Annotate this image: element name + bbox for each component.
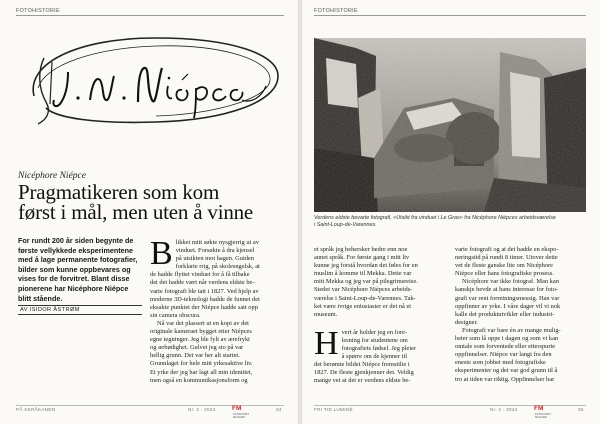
- body-line: grafi var rent forretningsmessig. Han var: [455, 294, 560, 302]
- body-line: mitt Mekka og jeg var på pilegrimsreise.: [314, 278, 418, 286]
- body-line: eneste som jobbet med fotografiske: [455, 359, 546, 367]
- dropcap-letter: B: [150, 235, 173, 272]
- lead-line: med å lage permanente fotografier,: [18, 255, 138, 265]
- body-line: neringstid på rundt 8 timer. Utover dette: [455, 254, 558, 262]
- headline-line: først i mål, men uten å vinne: [18, 200, 254, 224]
- body-line: omtale som forventede eller etterspurte: [455, 343, 556, 351]
- article-headline: [18, 182, 288, 222]
- body-line: annet språk. For første gang i mitt liv: [314, 254, 410, 262]
- body-line: 1827. De fleste gjenkjenner det. Veldig: [314, 369, 414, 377]
- body-line: likket mitt søkte nysgjerrig ut av: [175, 239, 259, 246]
- body-line: muslim å komme til Mekka. Dette var: [314, 270, 412, 278]
- body-line: museum.: [314, 310, 338, 318]
- page-number: 34: [276, 407, 282, 412]
- headline-line: Pragmatikeren som kom: [18, 180, 220, 204]
- body-line: oppfinner av yrke. I våre dager vil vi nok: [455, 302, 561, 310]
- section-rule: [314, 15, 586, 16]
- body-line: lesning for studentene om: [341, 336, 408, 344]
- lead-line: bilder som kunne oppbevares og: [18, 264, 131, 274]
- body-line: sin camera obscura.: [150, 311, 201, 319]
- page-gutter: [298, 0, 302, 424]
- body-line: mange vet at det er verdens eldste be-: [314, 377, 411, 385]
- body-line: vert år holder jeg en fore-: [341, 328, 408, 336]
- dropcap-letter: H: [314, 324, 339, 362]
- fm-logo: [534, 405, 562, 419]
- caption-line: i Saint-Loup-de-Varennes.: [314, 221, 377, 228]
- historic-photograph: [314, 38, 586, 212]
- body-line: Nå var det plassert ut en kopi av det: [157, 319, 249, 327]
- dropcap-paragraph: [150, 235, 286, 272]
- body-line: varte fotografi ble tatt i 1827. Ved hjelp av: [150, 287, 259, 295]
- body-line: Et yrke der jeg har lagt all min identitet,: [150, 368, 253, 376]
- body-line: de hadde flyttet vinduet for å få tilbake: [150, 271, 250, 279]
- section-tag: FOTOHISTORIE: [314, 8, 358, 14]
- body-line: Stedet var Nicéphore Niépces arbeids-: [314, 286, 413, 294]
- body-line: å spørre om de kjenner til: [341, 353, 408, 361]
- lead-line: vises for de forvitret. Blant disse: [18, 274, 130, 284]
- body-line: kanskje hevde at hans interesse for foto-: [455, 286, 558, 294]
- article-kicker: Nicéphore Niépce: [18, 171, 86, 181]
- fm-logo-mark: FM: [232, 405, 242, 412]
- body-line: Nicéphore var ikke fotograf. Man kan: [462, 278, 559, 286]
- fm-logo-text: FOTOKUNST MAGASIN: [535, 412, 551, 419]
- fm-logo-text: FOTOKUNST MAGASIN: [233, 412, 249, 419]
- photo-caption: [314, 215, 586, 228]
- lead-line: For rundt 200 år siden begynte de: [18, 236, 134, 245]
- article-lead: [18, 236, 142, 303]
- footer-section: FRI TID LUMINÉ: [314, 407, 353, 412]
- fm-logo-mark: FM: [534, 405, 544, 412]
- footer-issue: Nr. 2 - 2024: [188, 407, 216, 412]
- body-line: heter som lå oppe i dagen og som vi kan: [455, 335, 559, 343]
- body-line: fotografiets fødsel. Jeg pleier: [341, 345, 417, 353]
- body-line: forklarte rrig, på skolesngelsk, at: [175, 263, 260, 271]
- dropcap-paragraph: [314, 324, 448, 362]
- body-column-left: [150, 235, 286, 385]
- body-line: ket være ivrige entusiaster er det nå et: [314, 302, 412, 310]
- section-tag: FOTOHISTORIE: [16, 8, 60, 14]
- body-line: og ærbødighet. Gulvet jeg sto på var: [150, 344, 244, 352]
- body-line: kalle det produktutvikler eller industri-: [455, 310, 555, 318]
- niepce-signature: [16, 24, 286, 136]
- body-line: Fotografi var bare én av mange mulig-: [462, 326, 561, 334]
- footer-section: PÅ SKRÅKANEN: [16, 407, 56, 412]
- lead-line: pionerene har Nicéphore Niépce: [18, 283, 129, 293]
- caption-line: Verdens eldste bevarte fotografi, «Utsikt fra vinduet i Le Gras» fra Nicéphore Niépces arbeidsværelse: [314, 215, 556, 221]
- body-line: men også en kommunikasjonsform og: [150, 376, 248, 384]
- body-column-right-1: [314, 246, 448, 386]
- footer-issue: Nr. 2 - 2024: [490, 407, 518, 412]
- lead-line: blitt stående.: [18, 293, 63, 303]
- fm-logo: [232, 405, 260, 419]
- body-line: Grunnlaget for hele mitt yrkesaktive liv.: [150, 360, 253, 368]
- body-line: Niépce eller hans fotografiske prosess.: [455, 270, 554, 278]
- body-line: det berømte bildet Niépce fremstilte i: [314, 361, 410, 369]
- body-column-right-2: [455, 246, 589, 384]
- body-line: eksperimenter og det var god grunn til å: [455, 367, 558, 375]
- article-byline: AV ISIDOR ÅSTRØM: [18, 305, 142, 315]
- body-line: værelse i Saint-Loup-de-Varennes. Tak-: [314, 294, 416, 302]
- body-line: hellig grunn. Det var her alt startet.: [150, 352, 240, 360]
- body-line: moderne 3D-teknologi hadde de funnet det: [150, 295, 260, 303]
- page-number: 35: [578, 407, 584, 412]
- section-rule: [16, 15, 284, 16]
- body-line: et språk jeg behersker bedre enn noe: [314, 246, 408, 253]
- body-line: det det hadde vært når verdens eldste be-: [150, 279, 255, 287]
- body-line: varte fotografi og at det hadde en ekspo-: [455, 246, 559, 253]
- body-line: vinduet. Forsøkte å dra kjensel: [175, 247, 255, 255]
- body-line: på utsikten mot hagen. Guiden: [175, 255, 254, 263]
- body-line: kunne jeg forstå hvordan det føles for en: [314, 262, 418, 270]
- lead-line: første vellykkede eksperimentene: [18, 245, 134, 255]
- body-line: egne tegninger. Jeg ble fylt av ærefrykt: [150, 336, 250, 344]
- body-line: eksakte punktet der Niépce hadde satt opp: [150, 303, 258, 311]
- body-line: vet de fleste ganske lite om Nicéphore: [455, 262, 553, 270]
- body-line: tro at tiden var riktig. Oppfinnelser har: [455, 375, 555, 383]
- body-line: oppfinnelser. Niépce var langt fra den: [455, 351, 552, 359]
- body-line: originale kameraet bygget etter Niépces: [150, 328, 252, 336]
- body-line: designer.: [455, 318, 478, 326]
